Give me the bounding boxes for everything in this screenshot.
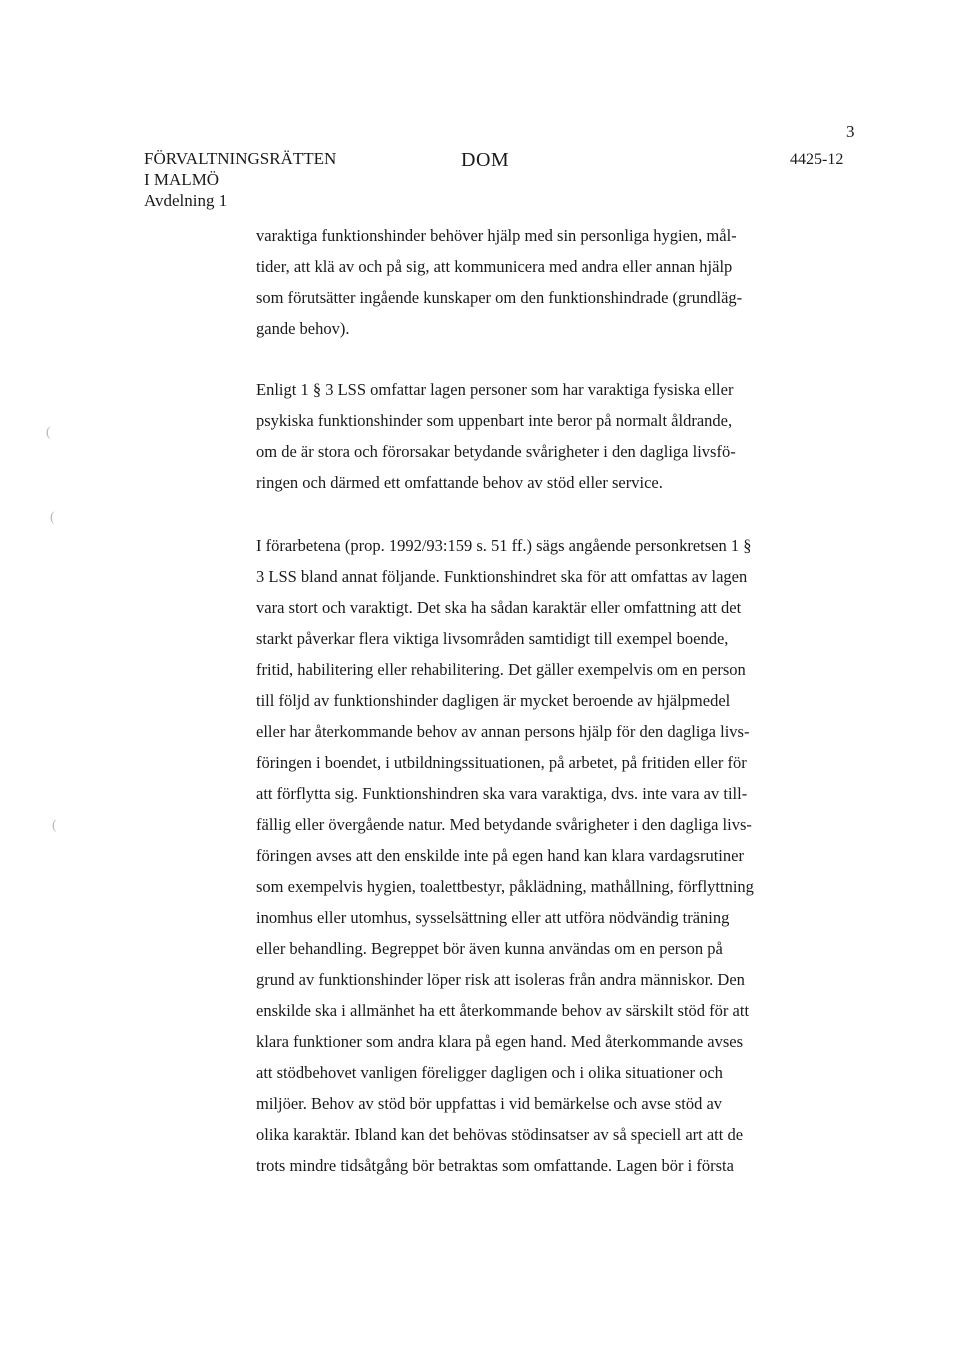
text-line: föringen i boendet, i utbildningssituationen, på arbetet, på fritiden eller för — [256, 753, 747, 772]
text-line: fällig eller övergående natur. Med betydande svårigheter i den dagliga livs- — [256, 815, 752, 834]
text-line: eller har återkommande behov av annan persons hjälp för den dagliga livs- — [256, 722, 750, 741]
court-division: Avdelning 1 — [144, 191, 228, 210]
text-line: trots mindre tidsåtgång bör betraktas som omfattande. Lagen bör i första — [256, 1156, 734, 1175]
text-line: psykiska funktionshinder som uppenbart inte beror på normalt åldrande, — [256, 411, 733, 430]
court-header — [144, 148, 336, 211]
page-number: 3 — [846, 122, 855, 141]
text-line: föringen avses att den enskilde inte på egen hand kan klara vardagsrutiner — [256, 846, 744, 865]
text-line: I förarbetena (prop. 1992/93:159 s. 51 ff.) sägs angående personkretsen 1 § — [256, 536, 752, 555]
text-line: varaktiga funktionshinder behöver hjälp med sin personliga hygien, mål- — [256, 226, 737, 245]
scan-speck: ( — [46, 425, 51, 440]
text-line: tider, att klä av och på sig, att kommunicera med andra eller annan hjälp — [256, 257, 733, 276]
text-line: miljöer. Behov av stöd bör uppfattas i vid bemärkelse och avse stöd av — [256, 1094, 723, 1113]
text-line: att stödbehovet vanligen föreligger dagligen och i olika situationer och — [256, 1063, 723, 1082]
text-line: som exempelvis hygien, toalettbestyr, påklädning, mathållning, förflyttning — [256, 877, 754, 896]
text-line: till följd av funktionshinder dagligen är mycket beroende av hjälpmedel — [256, 691, 731, 710]
scan-speck: ( — [52, 818, 57, 833]
text-line: att förflytta sig. Funktionshindren ska vara varaktiga, dvs. inte vara av till- — [256, 784, 748, 803]
court-location: I MALMÖ — [144, 170, 220, 189]
text-line: starkt påverkar flera viktiga livsområden samtidigt till exempel boende, — [256, 629, 729, 648]
text-line: eller behandling. Begreppet bör även kunna användas om en person på — [256, 939, 723, 958]
text-line: inomhus eller utomhus, sysselsättning eller att utföra nödvändig träning — [256, 908, 730, 927]
text-line: som förutsätter ingående kunskaper om den funktionshindrade (grundläg- — [256, 288, 743, 307]
text-line: olika karaktär. Ibland kan det behövas stödinsatser av så speciell art att de — [256, 1125, 744, 1144]
text-line: fritid, habilitering eller rehabilitering. Det gäller exempelvis om en person — [256, 660, 746, 679]
text-line: om de är stora och förorsakar betydande svårigheter i den dagliga livsfö- — [256, 442, 736, 461]
text-line: enskilde ska i allmänhet ha ett återkommande behov av särskilt stöd för att — [256, 1001, 750, 1020]
case-number: 4425-12 — [790, 151, 844, 168]
scan-speck: ( — [50, 510, 55, 525]
text-line: 3 LSS bland annat följande. Funktionshindret ska för att omfattas av lagen — [256, 567, 748, 586]
text-line: gande behov). — [256, 319, 350, 338]
text-line: Enligt 1 § 3 LSS omfattar lagen personer som har varaktiga fysiska eller — [256, 380, 734, 399]
text-line: ringen och därmed ett omfattande behov av stöd eller service. — [256, 473, 663, 492]
text-line: vara stort och varaktigt. Det ska ha sådan karaktär eller omfattning att det — [256, 598, 742, 617]
text-line: grund av funktionshinder löper risk att isoleras från andra människor. Den — [256, 970, 745, 989]
court-name: FÖRVALTNINGSRÄTTEN — [144, 149, 337, 168]
document-type: DOM — [461, 149, 510, 171]
text-line: klara funktioner som andra klara på egen hand. Med återkommande avses — [256, 1032, 744, 1051]
